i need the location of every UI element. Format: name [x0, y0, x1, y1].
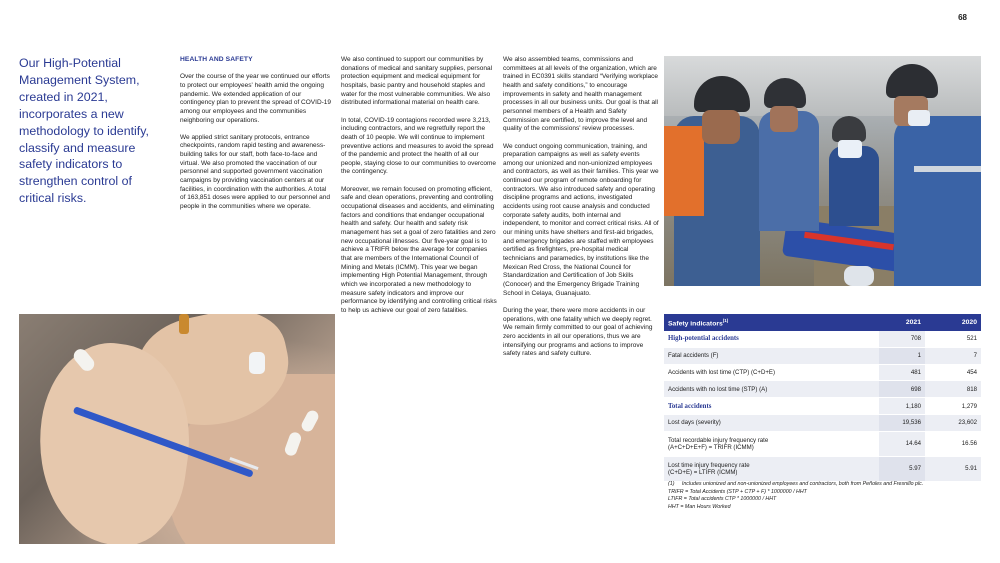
- row-value-2021: 1: [879, 347, 925, 364]
- row-value-2020: 521: [925, 331, 981, 347]
- paragraph: We conduct ongoing communication, training, and preparation campaigns as well as safety events among our unionized and non-unionized employees and contractors, as well as their families. This year we continued our program of remote onboarding for contractors. We also introduced safety and operating discipline programs and actions, investigated accidents using root cause analysis and conducted corporate safety audits, both internal and independent, to monitor and correct critical risks. All of our mining units have shelters and first-aid brigades, and emergency brigades are staffed with employees certified as firefighters, pre-hospital medical technicians and paramedics, by institutions like the Mexican Red Cross, the National Council for Standardization and Certification of Job Skills (Conocer) and the Emergency Brigade Training School in Celaya, Guanajuato.: [503, 142, 659, 297]
- table-header-year-2021: 2021: [879, 314, 925, 331]
- row-value-2020: 16.56: [925, 431, 981, 456]
- paragraph: Over the course of the year we continued our efforts to protect our employees' health amid the ongoing pandemic. We extended application of our contingency plan to prevent the spread of COVID-19 among our employees and the communities neighboring our operations.: [180, 73, 332, 124]
- text-column-1: [180, 56, 332, 220]
- row-label: Fatal accidents (F): [664, 347, 879, 364]
- table-row: [664, 431, 981, 456]
- row-value-2021: 698: [879, 381, 925, 398]
- paragraph: During the year, there were more accidents in our operations, with one fatality which we deeply regret. We remain firmly committed to our goal of achieving zero accidents in all our operations, thus we are intensifying our programs and actions to improve safety rates and safety culture.: [503, 306, 653, 358]
- row-label: High-potential accidents: [664, 331, 879, 347]
- row-value-2021: 1,180: [879, 398, 925, 415]
- row-value-2020: 23,602: [925, 414, 981, 431]
- row-label: Lost days (severity): [664, 414, 879, 431]
- row-label: Accidents with no lost time (STP) (A): [664, 381, 879, 398]
- row-value-2020: 1,279: [925, 398, 981, 415]
- text-column-3: [503, 56, 660, 367]
- text-column-2: [341, 56, 498, 324]
- row-label: Accidents with lost time (CTP) (C+D+E): [664, 364, 879, 381]
- table-header-row: [664, 314, 981, 331]
- table-row: [664, 456, 981, 481]
- paragraph: In total, COVID-19 contagions recorded were 3,213, including contractors, and we regretfully report the death of 10 people. We will continue to implement preventive actions and measures to avoid the spread of the pandemic and protect the health of all our people, staying close to our communities to overcome the contingency.: [341, 116, 496, 176]
- rescue-team-photo: [664, 56, 981, 286]
- page-number: 68: [958, 13, 967, 22]
- table-row: [664, 364, 981, 381]
- safety-indicators-table: [664, 314, 981, 482]
- paragraph: We also assembled teams, commissions and committees at all levels of the organization, which are trained in EC0391 skills standard “Verifying workplace health and safety conditions,” to encourage improvements in safety and health management processes in all our business units. Our goal is that all personnel members of a Health and Safety Commission are certified, to improve the level and quality of the commissions' review processes.: [503, 56, 658, 133]
- table-footnotes: [668, 481, 986, 511]
- paragraph: We applied strict sanitary protocols, entrance checkpoints, random rapid testing and awareness-building talks for our staff, both face-to-face and virtual. We also promoted the vaccination of our personnel and supported government vaccination campaigns by providing vaccination centers at our facilities, in coordination with the authorities. A total of 163,851 doses were applied to our personnel and people in the communities where we operate.: [180, 133, 330, 211]
- table-row: [664, 398, 981, 415]
- row-value-2021: 5.97: [879, 456, 925, 481]
- row-value-2020: 5.91: [925, 456, 981, 481]
- pull-quote: Our High-Potential Management System, created in 2021, incorporates a new methodology to identify, classify and measure safety indicators to strengthen control of critical risks.: [19, 56, 149, 206]
- row-value-2021: 19,536: [879, 414, 925, 431]
- row-label: Total recordable injury frequency rate (A+C+D+E+F) = TRIFR (ICMM): [664, 431, 879, 456]
- vaccination-photo: [19, 314, 335, 544]
- row-value-2021: 708: [879, 331, 925, 347]
- row-label: Lost time injury frequency rate (C+D+E) = LTIFR (ICMM): [664, 456, 879, 481]
- table-row: [664, 381, 981, 398]
- table-header-year-2020: 2020: [925, 314, 981, 331]
- paragraph: Moreover, we remain focused on promoting efficient, safe and clean operations, preventing and controlling occupational diseases and accidents, and eliminating factors and conditions that endanger occupational health and safety. Our health and safety risk management has set a goal of zero fatalities and zero new occupational illnesses. Our five-year goal is to achieve a TRIFR below the average for companies that are members of the International Council of Mining and Metals (ICMM). This year we began implementing High Potential Management, through which we incorporated a new methodology to measure safety indicators and improve our performance by identifying and controlling critical risks to help us achieve our goal of zero fatalities.: [341, 185, 497, 314]
- row-label: Total accidents: [664, 398, 879, 415]
- row-value-2020: 454: [925, 364, 981, 381]
- table-header-label: Safety indicators$^{(1)}$: [664, 314, 879, 331]
- footnote-hht: HHT = Man Hours Worked: [668, 503, 731, 510]
- row-value-2020: 7: [925, 347, 981, 364]
- footnote-trifr: TRIFR = Total Accidents (STP + CTP + F) * 1000000 / HHT: [668, 488, 807, 495]
- table-row: [664, 414, 981, 431]
- row-value-2020: 818: [925, 381, 981, 398]
- table-row: [664, 347, 981, 364]
- section-title: HEALTH AND SAFETY: [180, 56, 253, 63]
- table-row: [664, 331, 981, 347]
- row-value-2021: 14.64: [879, 431, 925, 456]
- row-value-2021: 481: [879, 364, 925, 381]
- paragraph: We also continued to support our communities by donations of medical and sanitary supplies, personal protection equipment and medical equipment for hospitals, basic pantry and household staples and water for the most vulnerable communities. We also distributed informational material on health care.: [341, 56, 493, 107]
- footnote-1: (1) Includes unionized and non-unionized employees and contractors, both from Peñoles and Fresnillo plc.: [668, 481, 924, 487]
- footnote-ltifr: LTIFR = Total accidents CTP * 1000000 / HHT: [668, 496, 777, 503]
